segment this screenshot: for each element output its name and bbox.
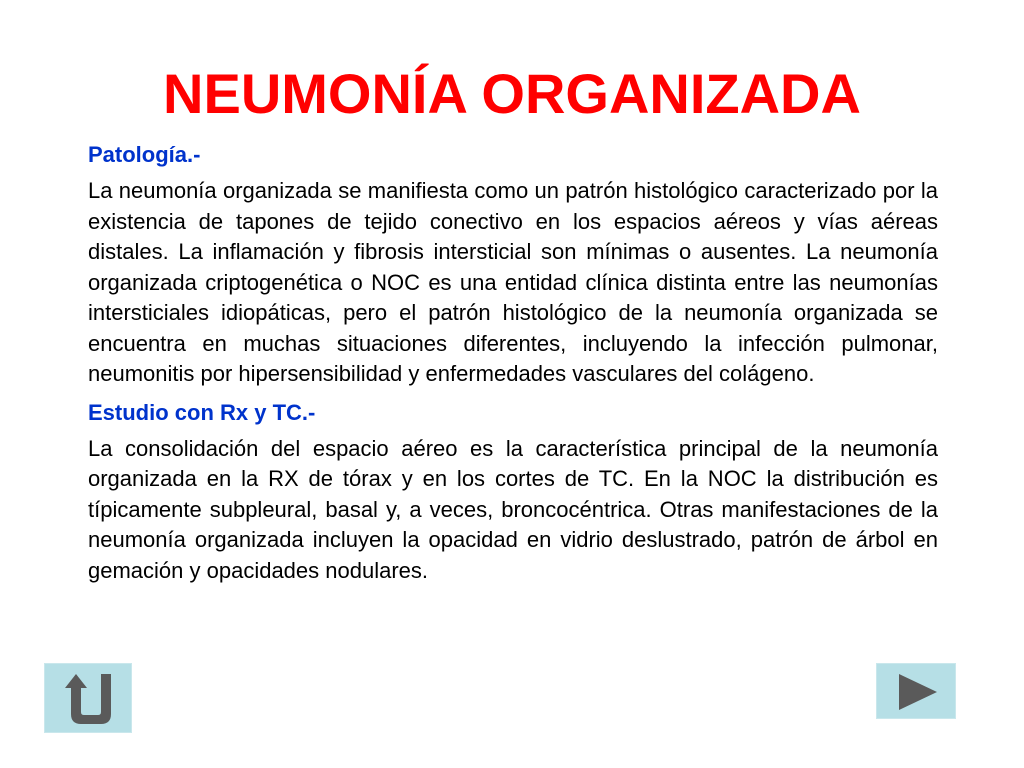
back-button[interactable] — [44, 663, 132, 733]
slide-title: NEUMONÍA ORGANIZADA — [163, 62, 861, 125]
section-heading-patologia: Patología.- — [88, 142, 201, 167]
section-text-estudio: La consolidación del espacio aéreo es la característica principal de la neumonía organizada en la RX de tórax y en los cortes de TC. En la NOC la distribución es típicamente subpleural, basal y, a veces, broncocéntrica. Otras manifestaciones de la neumonía organizada incluyen la opacidad en vidrio deslustrado, patrón de árbol en gemación y opacidades nodulares. — [88, 435, 938, 583]
play-triangle-icon — [877, 664, 957, 720]
section-heading-estudio: Estudio con Rx y TC.- — [88, 399, 316, 425]
section-text-patologia: La neumonía organizada se manifiesta como un patrón histológico caracterizado por la existencia de tapones de tejido conectivo en los espacios aéreos y vías aéreas distales. La inflamación y fibrosis intersticial son mínimas o ausentes. La neumonía organizada criptogenética o NOC es una entidad clínica distinta entre las neumonías intersticiales idiopáticas, pero el patrón histológico de la neumonía organizada se encuentra en muchas situaciones diferentes, incluyendo la infección pulmonar, neumonitis por hipersensibilidad y enfermedades vasculares del colágeno. — [88, 178, 938, 386]
return-arrow-icon — [45, 664, 133, 734]
next-button[interactable] — [876, 663, 956, 719]
slide-content — [88, 140, 938, 594]
